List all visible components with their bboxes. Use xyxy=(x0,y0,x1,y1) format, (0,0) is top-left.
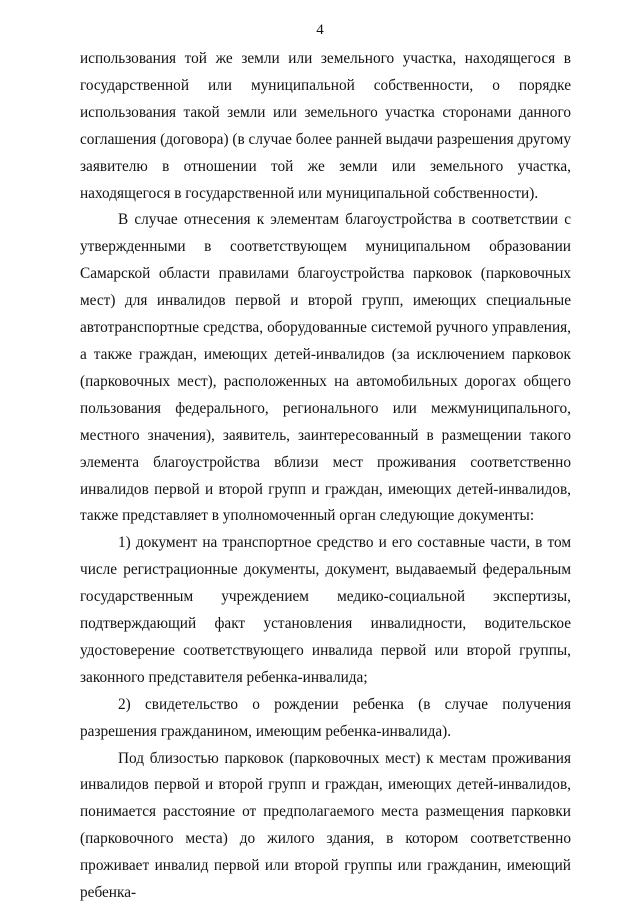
paragraph-proximity: Под близостью парковок (парковочных мест) к местам проживания инвалидов первой и второй групп и граждан, имеющих детей-инвалидов, понимается расстояние от предполагаемого места размещения парковки (парковочного места) до жилого здания, в котором соответственно проживает инвалид первой или второй группы или гражданин, имеющий ребенка- xyxy=(80,749,571,902)
document-body xyxy=(80,46,571,907)
page-number: 4 xyxy=(316,22,324,38)
paragraph-landscaping-elements: В случае отнесения к элементам благоустройства в соответствии с утвержденными в соответствующем муниципальном образовании Самарской области правилами благоустройства парковок (парковочных мест) для инвалидов первой и второй групп, имеющих специальные автотранспортные средства, оборудованные системой ручного управления, а также граждан, имеющих детей-инвалидов (за исключением парковок (парковочных мест), расположенных на автомобильных дорогах общего пользования федерального, регионального или межмуниципального, местного значения), заявитель, заинтересованный в размещении такого элемента благоустройства вблизи мест проживания соответственно инвалидов первой и второй групп и граждан, имеющих детей-инвалидов, также представляет в уполномоченный орган следующие документы: xyxy=(80,211,571,525)
paragraph-item-2: 2) свидетельство о рождении ребенка (в случае получения разрешения гражданином, имеющим ребенка-инвалида). xyxy=(80,695,571,740)
paragraph-item-1: 1) документ на транспортное средство и его составные части, в том числе регистрационные документы, документ, выдаваемый федеральным государственным учреждением медико-социальной экспертизы, подтверждающий факт установления инвалидности, водительское удостоверение соответствующего инвалида первой или второй группы, законного представителя ребенка-инвалида; xyxy=(80,534,571,686)
paragraph-continuation: использования той же земли или земельного участка, находящегося в государственной или муниципальной собственности, о порядке использования такой земли или земельного участка сторонами данного соглашения (договора) (в случае более ранней выдачи разрешения другому заявителю в отношении той же земли или земельного участка, находящегося в государственной или муниципальной собственности). xyxy=(80,50,571,202)
